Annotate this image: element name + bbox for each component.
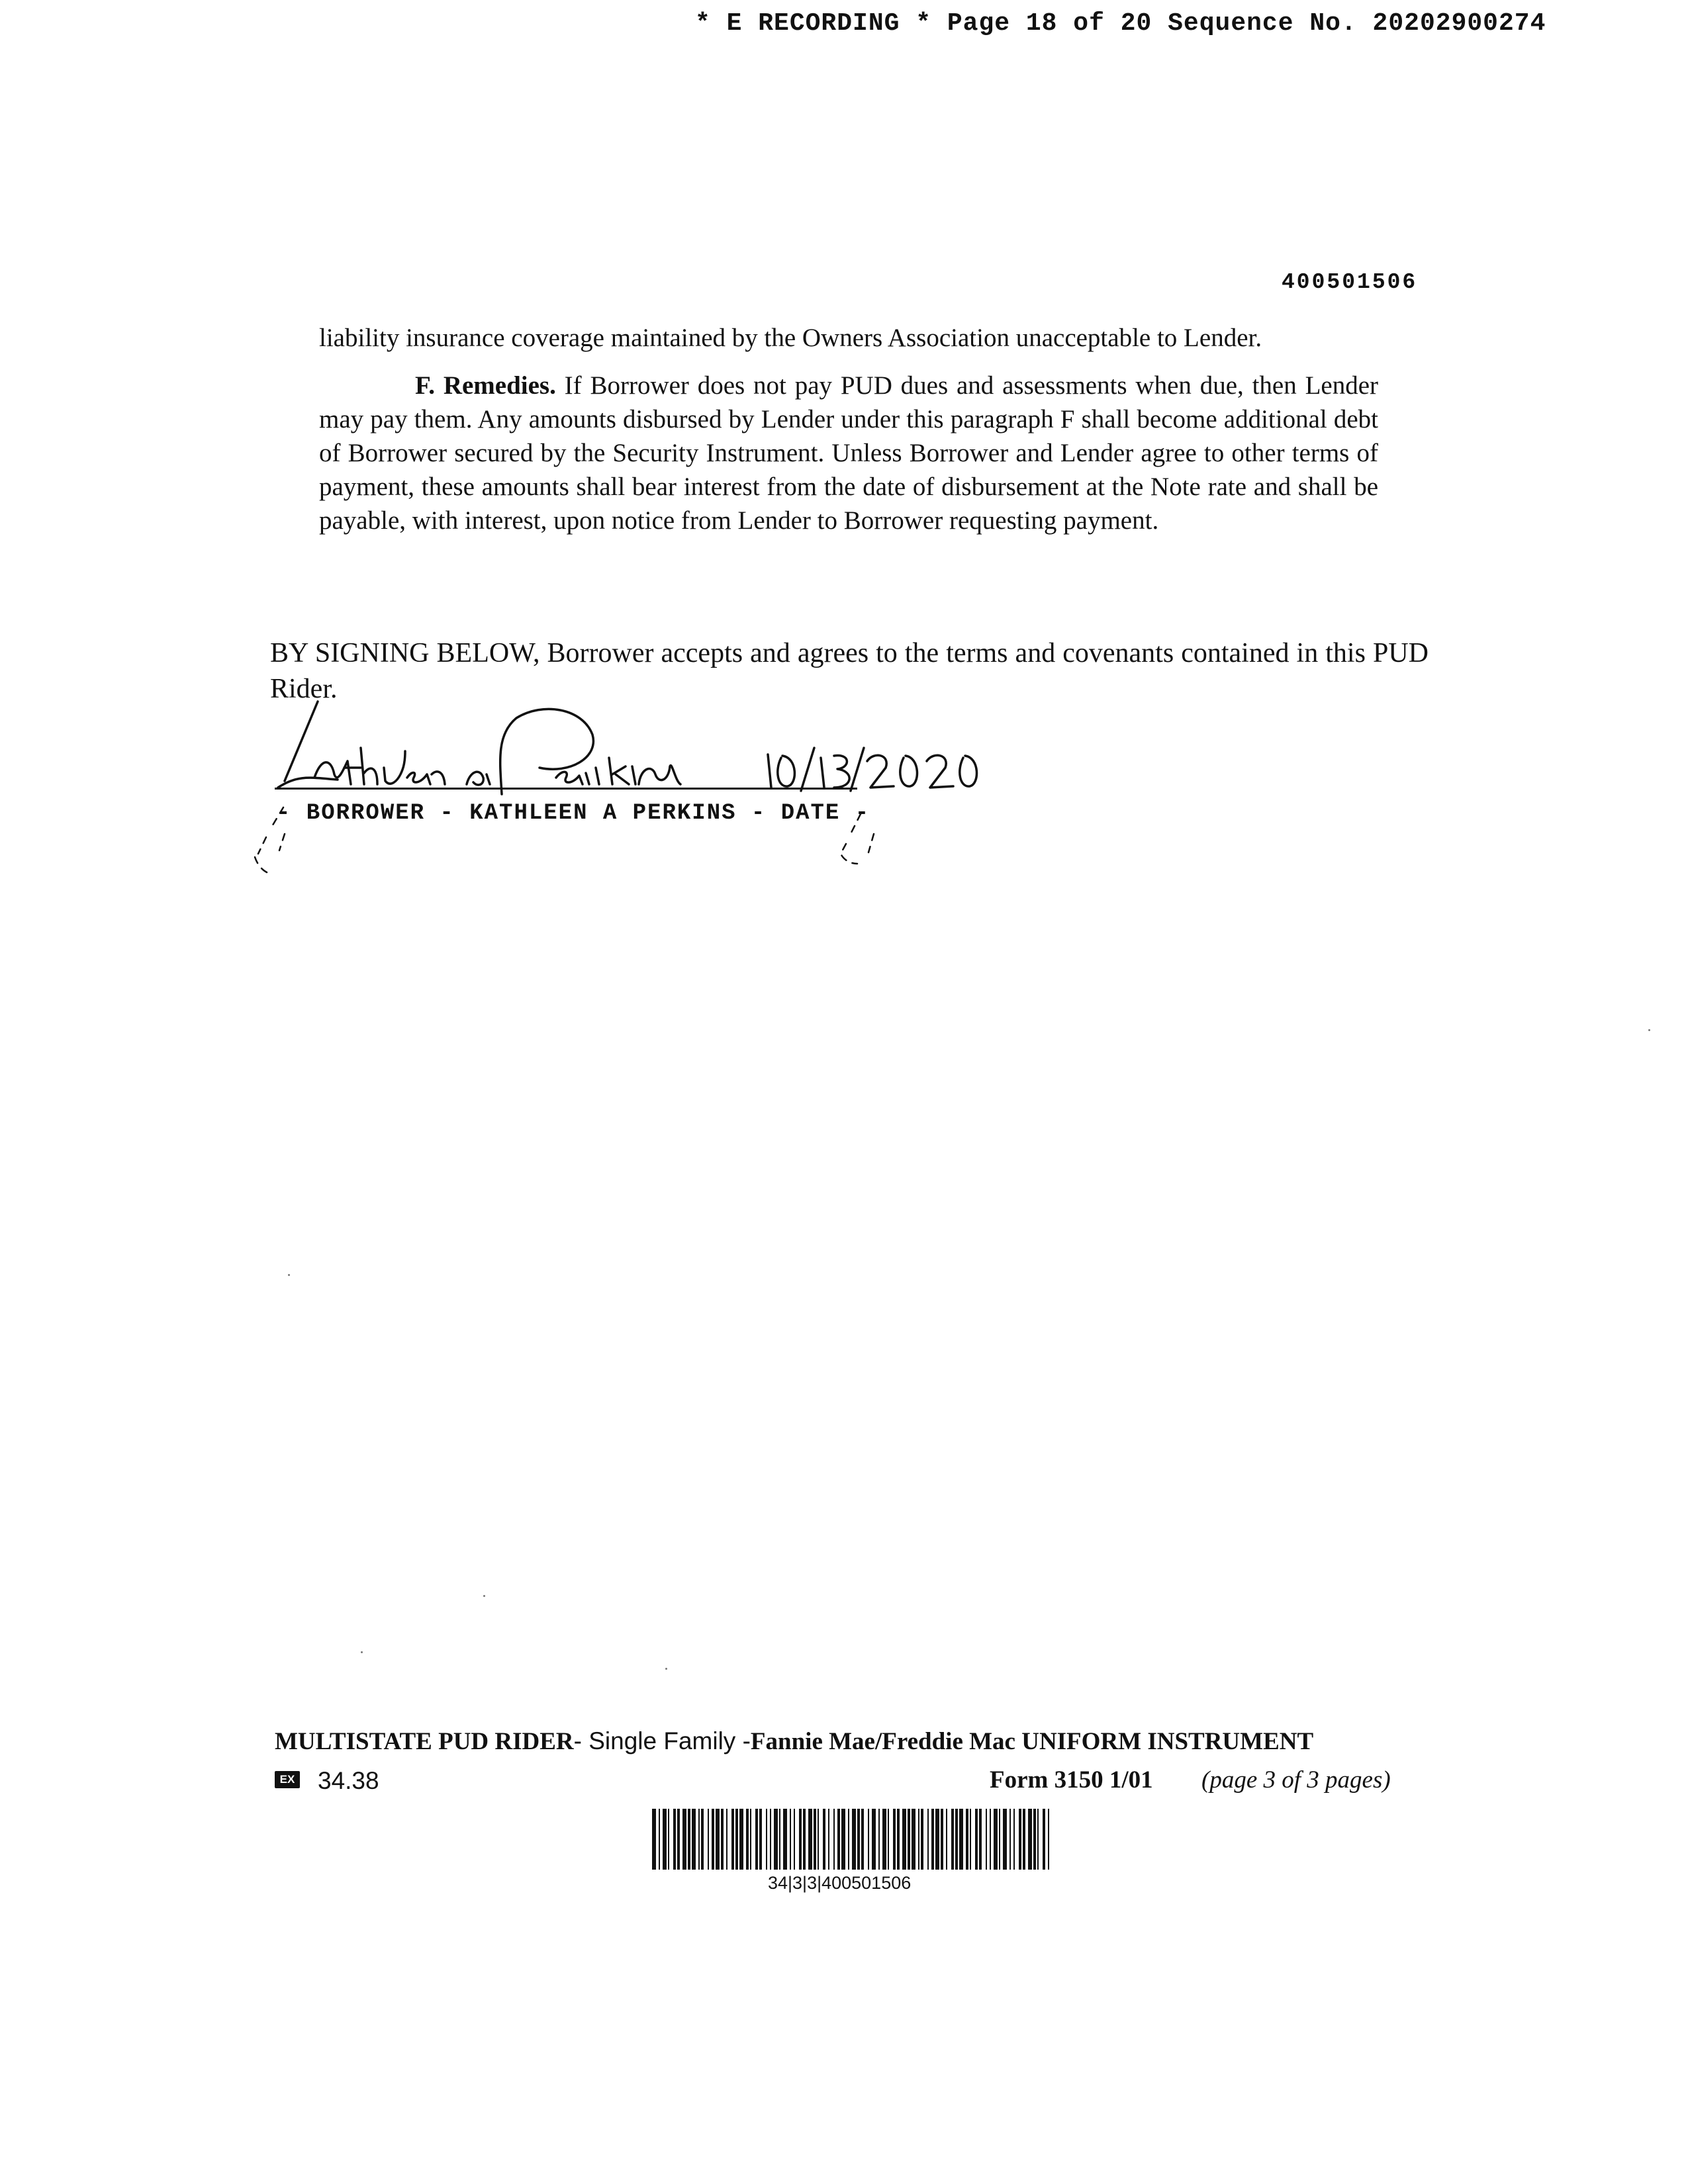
barcode <box>652 1809 1049 1870</box>
barcode-bar <box>1048 1809 1049 1870</box>
barcode-bar <box>872 1809 876 1870</box>
barcode-bar <box>951 1809 954 1870</box>
barcode-bar <box>861 1809 864 1870</box>
barcode-bar <box>1023 1809 1025 1870</box>
barcode-bar <box>739 1809 743 1870</box>
barcode-bar <box>966 1809 968 1870</box>
barcode-bar <box>814 1809 816 1870</box>
barcode-bar <box>716 1809 720 1870</box>
ellie-mae-form-icon: EX <box>275 1771 300 1788</box>
form-title <box>275 1727 1313 1756</box>
borrower-signature-caption: - BORROWER - KATHLEEN A PERKINS - DATE - <box>277 801 870 826</box>
barcode-bar <box>803 1809 806 1870</box>
barcode-bar <box>774 1809 778 1870</box>
barcode-bar <box>857 1809 860 1870</box>
scan-speck <box>665 1668 667 1670</box>
barcode-bar <box>931 1809 934 1870</box>
barcode-bar <box>726 1809 727 1870</box>
barcode-bar <box>779 1809 780 1870</box>
form-title-part-2: - Single Family - <box>573 1727 751 1754</box>
barcode-bar <box>935 1809 939 1870</box>
barcode-bar <box>902 1809 906 1870</box>
scan-speck <box>361 1651 363 1653</box>
barcode-bar <box>688 1809 690 1870</box>
barcode-bar <box>682 1809 686 1870</box>
remedies-text: If Borrower does not pay PUD dues and assessments when due, then Lender may pay them. Any amounts disbursed by Lender under this paragraph F shall become additional debt of Borrower secured by the Security Instrument. Unless Borrower and Lender agree to other terms of payment, these amounts shall bear interest from the date of disbursement at the Note rate and shall be payable, with interest, upon notice from Lender to Borrower requesting payment. <box>319 371 1378 535</box>
barcode-bar <box>1013 1809 1015 1870</box>
barcode-bar <box>790 1809 791 1870</box>
barcode-bar <box>663 1809 667 1870</box>
barcode-bar <box>970 1809 971 1870</box>
barcode-bar <box>848 1809 849 1870</box>
barcode-bar <box>783 1809 787 1870</box>
scan-speck <box>1648 1029 1650 1031</box>
page-count: (page 3 of 3 pages) <box>1201 1766 1391 1794</box>
barcode-bar <box>823 1809 825 1870</box>
barcode-bar <box>986 1809 987 1870</box>
form-code: 34.38 <box>318 1767 379 1794</box>
barcode-bar <box>659 1809 660 1870</box>
scan-speck <box>483 1595 485 1597</box>
barcode-bar <box>701 1809 704 1870</box>
loan-number: 400501506 <box>1282 270 1418 295</box>
barcode-bar <box>712 1809 714 1870</box>
barcode-bar <box>652 1809 656 1870</box>
scan-speck <box>288 1274 290 1276</box>
barcode-bar <box>735 1809 738 1870</box>
barcode-bar <box>721 1809 724 1870</box>
barcode-bar <box>908 1809 910 1870</box>
form-number: Form 3150 1/01 <box>990 1766 1153 1794</box>
barcode-bar <box>1009 1809 1011 1870</box>
barcode-bar <box>852 1809 856 1870</box>
barcode-bar <box>692 1809 696 1870</box>
barcode-bar <box>698 1809 700 1870</box>
barcode-bar <box>1033 1809 1036 1870</box>
barcode-bar <box>746 1809 749 1870</box>
barcode-bar <box>888 1809 889 1870</box>
barcode-bar <box>946 1809 947 1870</box>
barcode-bar <box>1043 1809 1045 1870</box>
barcode-bar <box>668 1809 669 1870</box>
barcode-bar <box>731 1809 734 1870</box>
barcode-bar <box>818 1809 819 1870</box>
signature-line <box>275 788 857 790</box>
barcode-bar <box>750 1809 751 1870</box>
barcode-bar <box>1037 1809 1039 1870</box>
barcode-bar <box>770 1809 771 1870</box>
barcode-bar <box>921 1809 923 1870</box>
barcode-bar <box>1019 1809 1021 1870</box>
barcode-bar <box>868 1809 869 1870</box>
barcode-bar <box>918 1809 919 1870</box>
liability-line: liability insurance coverage maintained by the Owners Association unacceptable to Lender. <box>319 324 1262 352</box>
barcode-bar <box>808 1809 812 1870</box>
barcode-bar <box>841 1809 845 1870</box>
remedies-heading: F. Remedies. <box>415 371 556 400</box>
barcode-bar <box>759 1809 762 1870</box>
barcode-bar <box>833 1809 835 1870</box>
barcode-bar <box>955 1809 958 1870</box>
barcode-bar <box>893 1809 896 1870</box>
barcode-bar <box>755 1809 758 1870</box>
barcode-bar <box>677 1809 680 1870</box>
barcode-bar <box>882 1809 886 1870</box>
barcode-bar <box>673 1809 676 1870</box>
barcode-bar <box>979 1809 982 1870</box>
barcode-bar <box>990 1809 991 1870</box>
handwritten-signature <box>238 695 1099 893</box>
barcode-bar <box>912 1809 915 1870</box>
form-title-part-1: MULTISTATE PUD RIDER <box>275 1728 574 1755</box>
barcode-bar <box>959 1809 963 1870</box>
barcode-bar <box>708 1809 709 1870</box>
remedies-paragraph <box>319 369 1378 537</box>
barcode-bar <box>878 1809 880 1870</box>
barcode-bar <box>1003 1809 1007 1870</box>
barcode-bar <box>766 1809 767 1870</box>
signing-statement: BY SIGNING BELOW, Borrower accepts and agrees to the terms and covenants contained in this PUD Rider. <box>270 638 1429 704</box>
barcode-bar <box>927 1809 929 1870</box>
form-title-part-3: Fannie Mae/Freddie Mac UNIFORM INSTRUMENT <box>750 1728 1314 1755</box>
barcode-number: 34|3|3|400501506 <box>768 1873 912 1893</box>
barcode-bar <box>828 1809 829 1870</box>
barcode-bar <box>975 1809 978 1870</box>
barcode-bar <box>794 1809 795 1870</box>
barcode-bar <box>994 1809 998 1870</box>
barcode-bar <box>837 1809 840 1870</box>
barcode-bar <box>999 1809 1000 1870</box>
barcode-bar <box>799 1809 802 1870</box>
barcode-bar <box>897 1809 900 1870</box>
barcode-bar <box>1028 1809 1032 1870</box>
recording-header: * E RECORDING * Page 18 of 20 Sequence No. 20202900274 <box>695 9 1546 38</box>
barcode-bar <box>941 1809 943 1870</box>
